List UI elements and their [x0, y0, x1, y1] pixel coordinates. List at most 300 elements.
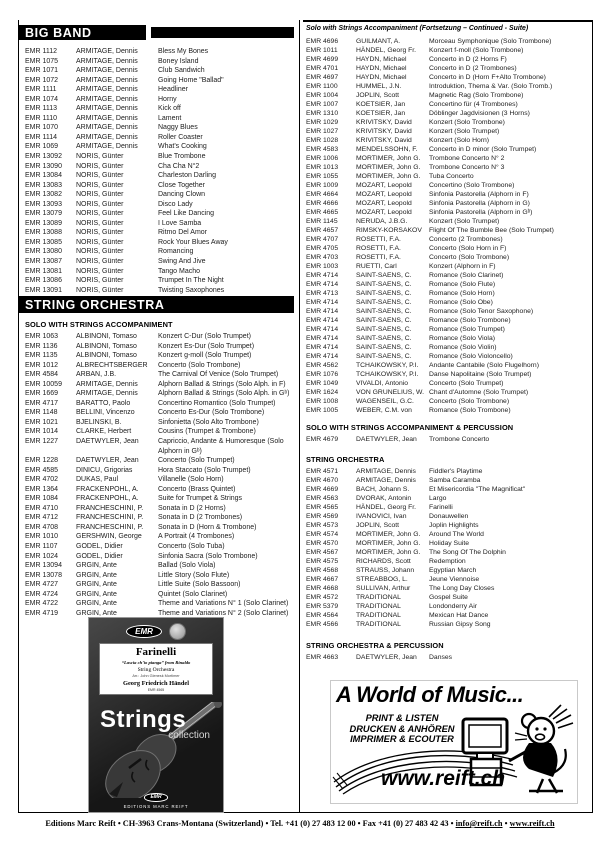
cover-ensemble: String Orchestra: [137, 666, 175, 673]
big-band-title: BIG BAND: [19, 25, 146, 40]
composer-name: WAGENSEIL, G.C.: [356, 398, 414, 405]
catalog-number: EMR 1008: [306, 398, 339, 405]
piece-title: Romance (Solo Trumpet): [429, 326, 505, 333]
catalog-row: [306, 181, 592, 190]
composer-name: DAETWYLER, Jean: [76, 457, 139, 465]
catalog-row: [306, 397, 592, 406]
catalog-row: [306, 503, 592, 512]
composer-name: KOETSIER, Jan: [356, 110, 406, 117]
catalog-number: EMR 1107: [25, 543, 58, 551]
piece-title: Concertino (Solo Trombone): [429, 182, 515, 189]
composer-name: ROSETTI, F.A.: [356, 245, 401, 252]
piece-title: Flight Of The Bumble Bee (Solo Trumpet): [429, 227, 554, 234]
composer-name: BACH, Johann S.: [356, 486, 410, 493]
piece-title: Romance (Solo Obe): [429, 299, 493, 306]
piece-title: Alphorn Ballad & Strings (Solo Alph. in F): [158, 380, 286, 388]
composer-name: DAETWYLER, Jean: [356, 436, 417, 443]
composer-name: HAYDN, Michael: [356, 65, 407, 72]
catalog-number: EMR 4699: [306, 56, 339, 63]
piece-title: Romance (Solo Violin): [429, 344, 497, 351]
catalog-number: EMR 10059: [25, 380, 62, 388]
composer-name: VIVALDI, Antonio: [356, 380, 409, 387]
catalog-number: EMR 13083: [25, 181, 62, 189]
catalog-row: [25, 532, 295, 542]
piece-title: Villanelle (Solo Horn): [158, 476, 224, 484]
catalog-row: [25, 561, 295, 571]
composer-name: ALBINONI, Tomaso: [76, 342, 137, 350]
piece-title: Alphorn Ballad & Strings (Solo Alph. in Gᵇ): [158, 390, 290, 398]
composer-name: KRIVITSKY, David: [356, 128, 412, 135]
piece-title: Mexican Hat Dance: [429, 612, 489, 619]
composer-name: ROSETTI, F.A.: [356, 236, 401, 243]
piece-title: Konzert C-Dur (Solo Trumpet): [158, 333, 251, 340]
piece-title: Concerto (Solo Trombone): [429, 398, 510, 405]
catalog-row: [25, 47, 295, 57]
catalog-number: EMR 4574: [306, 531, 339, 538]
composer-name: MORTIMER, John G.: [356, 164, 421, 171]
piece-title: Concerto (Brass Quintet): [158, 485, 236, 493]
catalog-row: [25, 181, 295, 191]
catalog-number: EMR 4702: [25, 476, 59, 484]
piece-title: Farinelli: [429, 504, 453, 511]
piece-title: Charleston Darling: [158, 172, 216, 180]
composer-name: ARMITAGE, Dennis: [76, 76, 138, 84]
composer-name: ALBINONI, Tomaso: [76, 352, 137, 360]
catalog-number: EMR 1110: [25, 114, 58, 122]
composer-name: FRACKENPOHL, A.: [76, 495, 139, 503]
piece-title: Konzert f-moll (Solo Trombone): [429, 47, 524, 54]
catalog-number: EMR 1028: [306, 137, 339, 144]
catalog-row: [25, 475, 295, 485]
composer-name: SULLIVAN, Arthur: [356, 585, 411, 592]
cover-title-box: [100, 644, 212, 694]
piece-title: Chant d'Automne (Solo Trumpet): [429, 389, 529, 396]
composer-name: DAETWYLER, Jean: [76, 438, 139, 446]
catalog-number: EMR 1310: [306, 110, 339, 117]
catalog-number: EMR 4707: [306, 236, 339, 243]
piece-title: Sinfonia Sacra (Solo Trombone): [158, 552, 258, 560]
catalog-row: [306, 244, 592, 253]
composer-name: NORIS, Günter: [76, 181, 124, 189]
composer-name: MORTIMER, John G.: [356, 549, 421, 556]
catalog-number: EMR 1228: [25, 457, 59, 465]
piece-title: Konzert (Solo Trombone): [429, 119, 505, 126]
catalog-number: EMR 4664: [306, 191, 339, 198]
catalog-row: [25, 456, 295, 466]
catalog-number: EMR 4564: [306, 612, 339, 619]
catalog-row: [306, 307, 592, 316]
piece-title: Concerto (Solo Trombone): [429, 254, 510, 261]
piece-title: Swing And Jive: [158, 258, 206, 266]
composer-name: NORIS, Günter: [76, 162, 124, 170]
composer-name: ARMITAGE, Dennis: [76, 143, 138, 151]
piece-title: Sonata in D (2 Trombones): [158, 514, 243, 522]
piece-title: Concerto (Solo Horn in F): [429, 245, 507, 252]
piece-title: Rock Your Blues Away: [158, 238, 228, 246]
piece-title: Lament: [158, 114, 182, 122]
catalog-row: [306, 46, 592, 55]
catalog-number: EMR 4585: [25, 466, 59, 474]
piece-title: Concerto in D (2 Trombones): [429, 65, 517, 72]
composer-name: ARMITAGE, Dennis: [76, 380, 138, 388]
piece-title: Danse Napolitaine (Solo Trumpet): [429, 371, 532, 378]
catalog-number: EMR 1013: [306, 164, 339, 171]
catalog-number: EMR 13084: [25, 172, 62, 180]
catalog-row: [306, 388, 592, 397]
catalog-number: EMR 1113: [25, 105, 58, 113]
catalog-number: EMR 1005: [306, 407, 339, 414]
catalog-row: [25, 238, 295, 248]
catalog-row: [306, 55, 592, 64]
big-band-list: [25, 47, 295, 295]
catalog-row: [306, 370, 592, 379]
catalog-row: [306, 316, 592, 325]
catalog-number: EMR 4666: [306, 200, 339, 207]
piece-title: Roller Coaster: [158, 133, 203, 141]
catalog-number: EMR 1009: [306, 182, 339, 189]
piece-title: Kick off: [158, 105, 181, 113]
catalog-row: [306, 467, 592, 476]
catalog-number: EMR 4712: [25, 514, 59, 522]
catalog-number: EMR 13094: [25, 562, 62, 570]
composer-name: NORIS, Günter: [76, 258, 124, 266]
piece-title: Concerto (Solo Trombone): [158, 361, 241, 369]
catalog-row: [306, 82, 592, 91]
catalog-number: EMR 4705: [306, 245, 339, 252]
composer-name: NORIS, Günter: [76, 277, 124, 285]
catalog-row: [306, 289, 592, 298]
piece-title: Konzert (Alphorn in F): [429, 263, 496, 270]
catalog-number: EMR 1624: [306, 389, 339, 396]
catalog-number: EMR 1076: [306, 371, 339, 378]
composer-name: ALBRECHTSBERGER: [76, 361, 148, 369]
catalog-row: [306, 593, 592, 602]
piece-title: Concerto (Solo Trumpet): [429, 380, 504, 387]
catalog-row: [306, 325, 592, 334]
catalog-row: [306, 539, 592, 548]
piece-title: Club Sandwich: [158, 67, 205, 75]
composer-name: GRGIN, Ante: [76, 600, 117, 608]
composer-name: NERUDA, J.B.G.: [356, 218, 408, 225]
footer-text: Editions Marc Reift • CH-3963 Crans-Montana (Switzerland) • Tel. +41 (0) 27 483 12 00 • Fax +41 (0) 27 483 42 43 •: [45, 819, 456, 828]
catalog-number: EMR 1084: [25, 495, 59, 503]
catalog-row: [306, 145, 592, 154]
piece-title: Romance (Solo Clarinet): [429, 272, 504, 279]
catalog-row: [25, 209, 295, 219]
composer-name: SAINT-SAENS, C.: [356, 317, 412, 324]
catalog-row: [306, 435, 592, 444]
catalog-number: EMR 4719: [25, 609, 59, 617]
piece-title: Horny: [158, 95, 177, 103]
catalog-row: [306, 100, 592, 109]
piece-title: Capriccio, Andante & Humoresque (Solo Alphorn in Gᵇ): [158, 438, 284, 455]
composer-name: ARMITAGE, Dennis: [76, 390, 138, 398]
composer-name: TRADITIONAL: [356, 594, 401, 601]
piece-title: Samba Caramba: [429, 477, 481, 484]
catalog-row: [306, 611, 592, 620]
catalog-row: [306, 118, 592, 127]
piece-title: Little Story (Solo Flute): [158, 571, 230, 579]
footer-email-link[interactable]: info@reift.ch: [455, 819, 503, 828]
catalog-number: EMR 4696: [306, 38, 339, 45]
composer-name: ARBAN, J.B.: [76, 371, 117, 379]
catalog-row: [306, 253, 592, 262]
piece-title: Feel Like Dancing: [158, 210, 215, 218]
catalog-row: [306, 548, 592, 557]
piece-title: Sinfonia Pastorella (Alphorn in F): [429, 191, 529, 198]
piece-title: Egyptian March: [429, 567, 477, 574]
catalog-row: [306, 557, 592, 566]
catalog-number: EMR 4714: [306, 317, 339, 324]
piece-title: Joplin Highlights: [429, 522, 479, 529]
cover-logo-row: [89, 623, 223, 640]
world-of-music-ad: [330, 680, 578, 804]
cover-title: Farinelli: [135, 646, 177, 658]
composer-name: MORTIMER, John G.: [356, 540, 421, 547]
piece-title: Theme and Variations N° 2 (Solo Clarinet): [158, 609, 289, 617]
header-bar-decor: [151, 27, 294, 38]
piece-title: Concerto (Solo Trumpet): [158, 457, 235, 465]
catalog-number: EMR 4573: [306, 522, 339, 529]
catalog-number: EMR 4584: [25, 371, 59, 379]
catalog-row: [306, 37, 592, 46]
catalog-number: EMR 4714: [306, 308, 339, 315]
catalog-row: [306, 190, 592, 199]
right-string-orchestra-title: STRING ORCHESTRA: [306, 455, 385, 464]
catalog-number: EMR 4710: [25, 504, 59, 512]
seal-badge-icon: [169, 623, 186, 640]
catalog-row: [306, 154, 592, 163]
catalog-number: EMR 13088: [25, 229, 62, 237]
catalog-number: EMR 4679: [306, 436, 339, 443]
composer-name: TRADITIONAL: [356, 621, 401, 628]
composer-name: ARMITAGE, Dennis: [76, 86, 138, 94]
catalog-number: EMR 4708: [25, 523, 59, 531]
emr-logo: EMR: [126, 625, 162, 638]
piece-title: Going Home "Ballad": [158, 76, 224, 84]
catalog-row: [306, 235, 592, 244]
catalog-number: EMR 1069: [25, 143, 59, 151]
catalog-row: [25, 361, 295, 371]
catalog-number: EMR 4703: [306, 254, 339, 261]
catalog-row: [25, 332, 295, 342]
catalog-number: EMR 1227: [25, 438, 59, 446]
piece-title: Concerto in D (2 Horns F): [429, 56, 507, 63]
catalog-number: EMR 4714: [306, 344, 339, 351]
catalog-row: [25, 66, 295, 76]
piece-title: The Long Day Closes: [429, 585, 495, 592]
composer-name: NORIS, Günter: [76, 172, 124, 180]
catalog-number: EMR 4717: [25, 399, 59, 407]
composer-name: ARMITAGE, Dennis: [76, 124, 138, 132]
piece-title: Concerto in D minor (Solo Trumpet): [429, 146, 537, 153]
composer-name: GODEL, Didier: [76, 552, 123, 560]
catalog-number: EMR 13092: [25, 153, 62, 161]
composer-name: CLARKE, Herbert: [76, 428, 132, 436]
catalog-number: EMR 4713: [306, 290, 339, 297]
catalog-row: [25, 542, 295, 552]
catalog-row: [25, 571, 295, 581]
piece-title: Redemption: [429, 558, 466, 565]
catalog-number: EMR 13081: [25, 267, 62, 275]
composer-name: ARMITAGE, Dennis: [76, 114, 138, 122]
piece-title: What's Cooking: [158, 143, 207, 151]
catalog-row: [306, 127, 592, 136]
page-footer: [0, 819, 600, 828]
composer-name: MOZART, Leopold: [356, 191, 412, 198]
footer-site-link[interactable]: www.reift.ch: [509, 819, 555, 828]
catalog-row: [306, 208, 592, 217]
catalog-row: [25, 513, 295, 523]
piece-title: Morceau Symphonique (Solo Trombone): [429, 38, 552, 45]
catalog-row: [25, 200, 295, 210]
piece-title: Romance (Solo Flute): [429, 281, 496, 288]
cover-arranger: Arr.: John Glenesk Mortimer: [132, 674, 180, 678]
piece-title: Döblinger Jagdvisionen (3 Horns): [429, 110, 530, 117]
catalog-row: [306, 163, 592, 172]
piece-title: Romancing: [158, 248, 194, 256]
catalog-number: EMR 1012: [25, 361, 59, 369]
catalog-row: [306, 530, 592, 539]
piece-title: Cousins (Trumpet & Trombone): [158, 428, 256, 436]
piece-title: Sinfonia Pastorella (Alphorn in G): [429, 200, 530, 207]
composer-name: NORIS, Günter: [76, 238, 124, 246]
solo-strings-subtitle: SOLO WITH STRINGS ACCOMPANIMENT: [25, 320, 173, 329]
piece-title: Concertino für (4 Trombones): [429, 101, 518, 108]
catalog-number: EMR 1112: [25, 48, 58, 55]
composer-name: DAETWYLER, Jean: [356, 654, 417, 661]
composer-name: MOZART, Leopold: [356, 200, 412, 207]
catalog-number: EMR 13086: [25, 277, 62, 285]
catalog-number: EMR 4714: [306, 272, 339, 279]
piece-title: Donauwellen: [429, 513, 469, 520]
composer-name: GERSHWIN, George: [76, 533, 142, 541]
catalog-number: EMR 4568: [306, 567, 339, 574]
catalog-number: EMR 4657: [306, 227, 339, 234]
composer-name: FRANCHESCHINI, P.: [76, 523, 144, 531]
piece-title: Holiday Suite: [429, 540, 470, 547]
piece-title: Trombone Concerto N° 3: [429, 164, 505, 171]
catalog-number: EMR 1024: [25, 552, 59, 560]
composer-name: GRGIN, Ante: [76, 581, 117, 589]
composer-name: MORTIMER, John G.: [356, 531, 421, 538]
catalog-number: EMR 1075: [25, 57, 59, 65]
catalog-number: EMR 4697: [306, 74, 339, 81]
catalog-number: EMR 4562: [306, 362, 339, 369]
catalog-row: [25, 485, 295, 495]
piece-title: Concerto (2 Trombones): [429, 236, 503, 243]
catalog-row: [306, 73, 592, 82]
composer-name: ALBINONI, Tomaso: [76, 333, 137, 340]
piece-title: Theme and Variations N° 1 (Solo Clarinet): [158, 600, 289, 608]
composer-name: MOZART, Leopold: [356, 209, 412, 216]
catalog-number: EMR 1010: [25, 533, 59, 541]
catalog-number: EMR 13093: [25, 200, 62, 208]
piece-title: Sinfonia Pastorella (Alphorn in Gᵇ): [429, 209, 533, 216]
catalog-row: [306, 136, 592, 145]
catalog-number: EMR 4667: [306, 576, 339, 583]
catalog-row: [306, 262, 592, 271]
piece-title: Largo: [429, 495, 447, 502]
catalog-row: [25, 190, 295, 200]
cover-brand: [89, 785, 223, 809]
catalog-number: EMR 1364: [25, 485, 59, 493]
catalog-row: [306, 109, 592, 118]
composer-name: NORIS, Günter: [76, 286, 124, 294]
catalog-number: EMR 1148: [25, 409, 58, 417]
composer-name: NORIS, Günter: [76, 210, 124, 218]
catalog-number: EMR 1049: [306, 380, 339, 387]
composer-name: BJELINSKI, B.: [76, 418, 122, 426]
composer-name: HÄNDEL, Georg Fr.: [356, 504, 417, 511]
piece-title: Concerto Es-Dur (Solo Trombone): [158, 409, 265, 417]
piece-title: Concerto (Solo Tuba): [158, 543, 225, 551]
catalog-row: [25, 95, 295, 105]
continued-list: [306, 37, 592, 415]
piece-title: Romance (Solo Viola): [429, 335, 495, 342]
catalog-row: [25, 418, 295, 428]
piece-title: Ritmo Del Amor: [158, 229, 208, 237]
piece-title: Jeune Viennoise: [429, 576, 480, 583]
composer-name: GODEL, Didier: [76, 543, 123, 551]
right-column-top-rule: [303, 20, 592, 22]
solo-percussion-title: SOLO WITH STRINGS ACCOMPANIMENT & PERCUSSION: [306, 423, 514, 432]
catalog-row: [306, 298, 592, 307]
catalog-number: EMR 13078: [25, 571, 62, 579]
catalog-number: EMR 4714: [306, 326, 339, 333]
piece-title: Konzert (Solo Horn): [429, 137, 490, 144]
catalog-row: [306, 575, 592, 584]
piece-title: Twisting Saxophones: [158, 286, 225, 294]
composer-name: KRIVITSKY, David: [356, 119, 412, 126]
cover-subtitle: “Lascia ch’io pianga” from Rinaldo: [121, 659, 191, 665]
composer-name: TRADITIONAL: [356, 603, 401, 610]
catalog-number: EMR 1021: [25, 418, 59, 426]
catalog-row: [306, 199, 592, 208]
catalog-row: [306, 584, 592, 593]
composer-name: TCHAIKOWSKY, P.I.: [356, 371, 419, 378]
piece-title: Et Misericordia "The Magnificat": [429, 486, 526, 493]
catalog-row: [25, 351, 295, 361]
composer-name: NORIS, Günter: [76, 191, 124, 199]
piece-title: Dancing Clown: [158, 191, 206, 199]
ad-title: A World of Music...: [336, 682, 524, 707]
catalog-number: EMR 4575: [306, 558, 339, 565]
piece-title: Introduktion, Thema & Var. (Solo Tromb.): [429, 83, 553, 90]
piece-title: A Portrait (4 Trombones): [158, 533, 235, 541]
piece-title: Romance (Solo Horn): [429, 290, 495, 297]
catalog-number: EMR 4669: [306, 486, 339, 493]
composer-name: GRGIN, Ante: [76, 609, 117, 617]
catalog-number: EMR 1003: [306, 263, 339, 270]
catalog-row: [25, 599, 295, 609]
string-orchestra-list: [25, 332, 295, 618]
composer-name: JOPLIN, Scott: [356, 522, 400, 529]
catalog-number: EMR 13087: [25, 258, 62, 266]
catalog-row: [25, 494, 295, 504]
piece-title: The Song Of The Dolphin: [429, 549, 506, 556]
string-orchestra-title: STRING ORCHESTRA: [19, 296, 294, 313]
composer-name: NORIS, Günter: [76, 153, 124, 161]
composer-name: GRGIN, Ante: [76, 562, 117, 570]
composer-name: HAYDN, Michael: [356, 74, 407, 81]
piece-title: Konzert Es-Dur (Solo Trumpet): [158, 342, 255, 350]
composer-name: ARMITAGE, Dennis: [76, 57, 138, 65]
composer-name: SAINT-SAENS, C.: [356, 281, 412, 288]
catalog-row: [306, 343, 592, 352]
piece-title: Andante Cantabile (Solo Flugelhorn): [429, 362, 539, 369]
piece-title: Blue Trombone: [158, 153, 206, 161]
